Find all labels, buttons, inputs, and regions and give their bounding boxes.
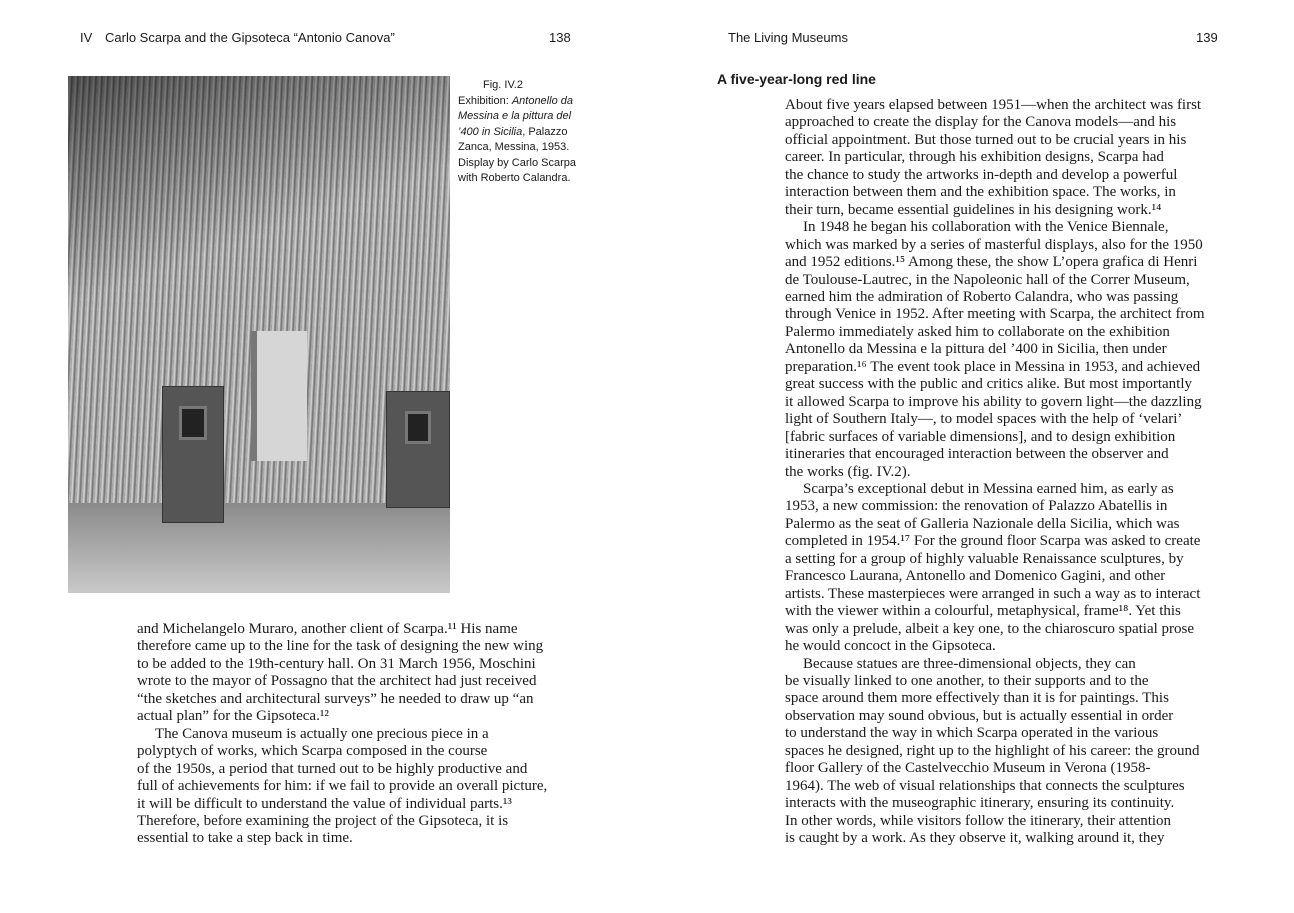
text-line: observation may sound obvious, but is actually essential in order (785, 707, 1174, 724)
text-line: interaction between them and the exhibition space. The works, in (785, 184, 1176, 201)
caption-prefix: Exhibition: (458, 94, 512, 107)
text-line: Antonello da Messina e la pittura del ’400 in Sicilia, then under (785, 341, 1167, 358)
text-line: be visually linked to one another, to their supports and to the (785, 672, 1149, 689)
text-line: was only a prelude, albeit a key one, to the chiaroscuro spatial prose (785, 620, 1195, 637)
text-line: preparation.¹⁶ The event took place in Messina in 1953, and achieved (785, 358, 1201, 375)
exhibition-photo (68, 76, 450, 593)
text-line: 1953, a new commission: the renovation of Palazzo Abatellis in (785, 498, 1168, 515)
text-line: full of achievements for him: if we fail to provide an overall picture, (137, 778, 548, 795)
text-line: is caught by a work. As they observe it, walking around it, they (785, 830, 1165, 847)
text-line: Palermo immediately asked him to collaborate on the exhibition (785, 323, 1170, 340)
text-line: it will be difficult to understand the value of individual parts.¹³ (137, 795, 512, 812)
running-head-left: Carlo Scarpa and the Gipsoteca “Antonio Canova” (105, 30, 395, 45)
running-head-right: The Living Museums (728, 30, 848, 45)
text-line: space around them more effectively than it is for paintings. This (785, 690, 1169, 707)
right-body-text (785, 97, 1205, 847)
text-line: “the sketches and architectural surveys” he needed to draw up “an (137, 690, 534, 707)
text-line: essential to take a step back in time. (137, 830, 353, 847)
text-line: the chance to study the artworks in-depth and develop a powerful (785, 166, 1178, 183)
text-line: In 1948 he began his collaboration with the Venice Biennale, (803, 219, 1169, 236)
text-line: itineraries that encouraged interaction between the observer and (785, 446, 1169, 463)
text-line: he would concoct in the Gipsoteca. (785, 638, 996, 655)
text-line: Because statues are three-dimensional objects, they can (803, 655, 1136, 672)
text-line: interacts with the museographic itinerary, ensuring its continuity. (785, 795, 1175, 812)
text-line: polyptych of works, which Scarpa composed in the course (137, 743, 488, 760)
caption-title: Antonello da Messina e la pittura del ’400 in Sicilia (458, 94, 573, 138)
figure-label: Fig. IV.2 (483, 79, 523, 91)
text-line: through Venice in 1952. After meeting with Scarpa, the architect from (785, 306, 1205, 323)
text-line: light of Southern Italy—, to model spaces with the help of ‘velari’ (785, 411, 1183, 428)
text-line: of the 1950s, a period that turned out to be highly productive and (137, 760, 528, 777)
text-line: which was marked by a series of masterful displays, also for the 1950 (785, 236, 1203, 253)
text-line: artists. These masterpieces were arranged in such a way as to interact (785, 585, 1201, 602)
text-line: [fabric surfaces of variable dimensions], and to design exhibition (785, 428, 1176, 445)
text-line: The Canova museum is actually one precious piece in a (155, 725, 489, 742)
text-line: official appointment. But those turned out to be crucial years in his (785, 131, 1187, 148)
text-line: career. In particular, through his exhibition designs, Scarpa had (785, 149, 1164, 166)
text-line: and Michelangelo Muraro, another client of Scarpa.¹¹ His name (137, 621, 518, 637)
page-number-left: 138 (549, 30, 571, 45)
text-line: great success with the public and critics alike. But most importantly (785, 376, 1192, 393)
text-line: a setting for a group of highly valuable Renaissance sculptures, by (785, 550, 1184, 567)
text-line: floor Gallery of the Castelvecchio Museum in Verona (1958- (785, 760, 1151, 777)
text-line: 1964). The web of visual relationships that connects the sculptures (785, 777, 1185, 794)
text-line: to understand the way in which Scarpa operated in the various (785, 725, 1159, 742)
text-line: their turn, became essential guidelines in his designing work.¹⁴ (785, 201, 1162, 218)
text-line: earned him the admiration of Roberto Calandra, who was passing (785, 288, 1179, 305)
text-line: spaces he designed, right up to the highlight of his career: the ground (785, 742, 1200, 759)
figure-caption (458, 78, 583, 187)
section-heading: A five-year-long red line (717, 71, 876, 87)
text-line: therefore came up to the line for the task of designing the new wing (137, 638, 544, 655)
page-number-right: 139 (1196, 30, 1218, 45)
text-line: Scarpa’s exceptional debut in Messina earned him, as early as (803, 480, 1174, 497)
text-line: approached to create the display for the Canova models—and his (785, 114, 1177, 131)
text-line: with the viewer within a colourful, metaphysical, frame¹⁸. Yet this (785, 603, 1181, 620)
text-line: In other words, while visitors follow the itinerary, their attention (785, 812, 1172, 829)
caption-rest: , Palazzo Zanca, Messina, 1953. Display by Carlo Scarpa with Roberto Calandra. (458, 125, 576, 184)
text-line: Francesco Laurana, Antonello and Domenico Gagini, and other (785, 568, 1166, 585)
text-line: to be added to the 19th-century hall. On 31 March 1956, Moschini (137, 655, 536, 672)
text-line: About five years elapsed between 1951—when the architect was first (785, 97, 1202, 113)
text-line: Palermo as the seat of Galleria Nazionale della Sicilia, which was (785, 515, 1180, 532)
text-line: wrote to the mayor of Possagno that the architect had just received (137, 673, 537, 690)
text-line: de Toulouse-Lautrec, in the Napoleonic hall of the Correr Museum, (785, 271, 1190, 288)
text-line: Therefore, before examining the project of the Gipsoteca, it is (137, 812, 509, 829)
text-line: and 1952 editions.¹⁵ Among these, the show L’opera grafica di Henri (785, 254, 1198, 271)
text-line: actual plan” for the Gipsoteca.¹² (137, 708, 329, 725)
text-line: completed in 1954.¹⁷ For the ground floor Scarpa was asked to create (785, 533, 1201, 550)
left-body-text (137, 621, 547, 848)
text-line: the works (fig. IV.2). (785, 463, 911, 480)
text-line: it allowed Scarpa to improve his ability to govern light—the dazzling (785, 393, 1202, 410)
chapter-number: IV (80, 30, 93, 45)
